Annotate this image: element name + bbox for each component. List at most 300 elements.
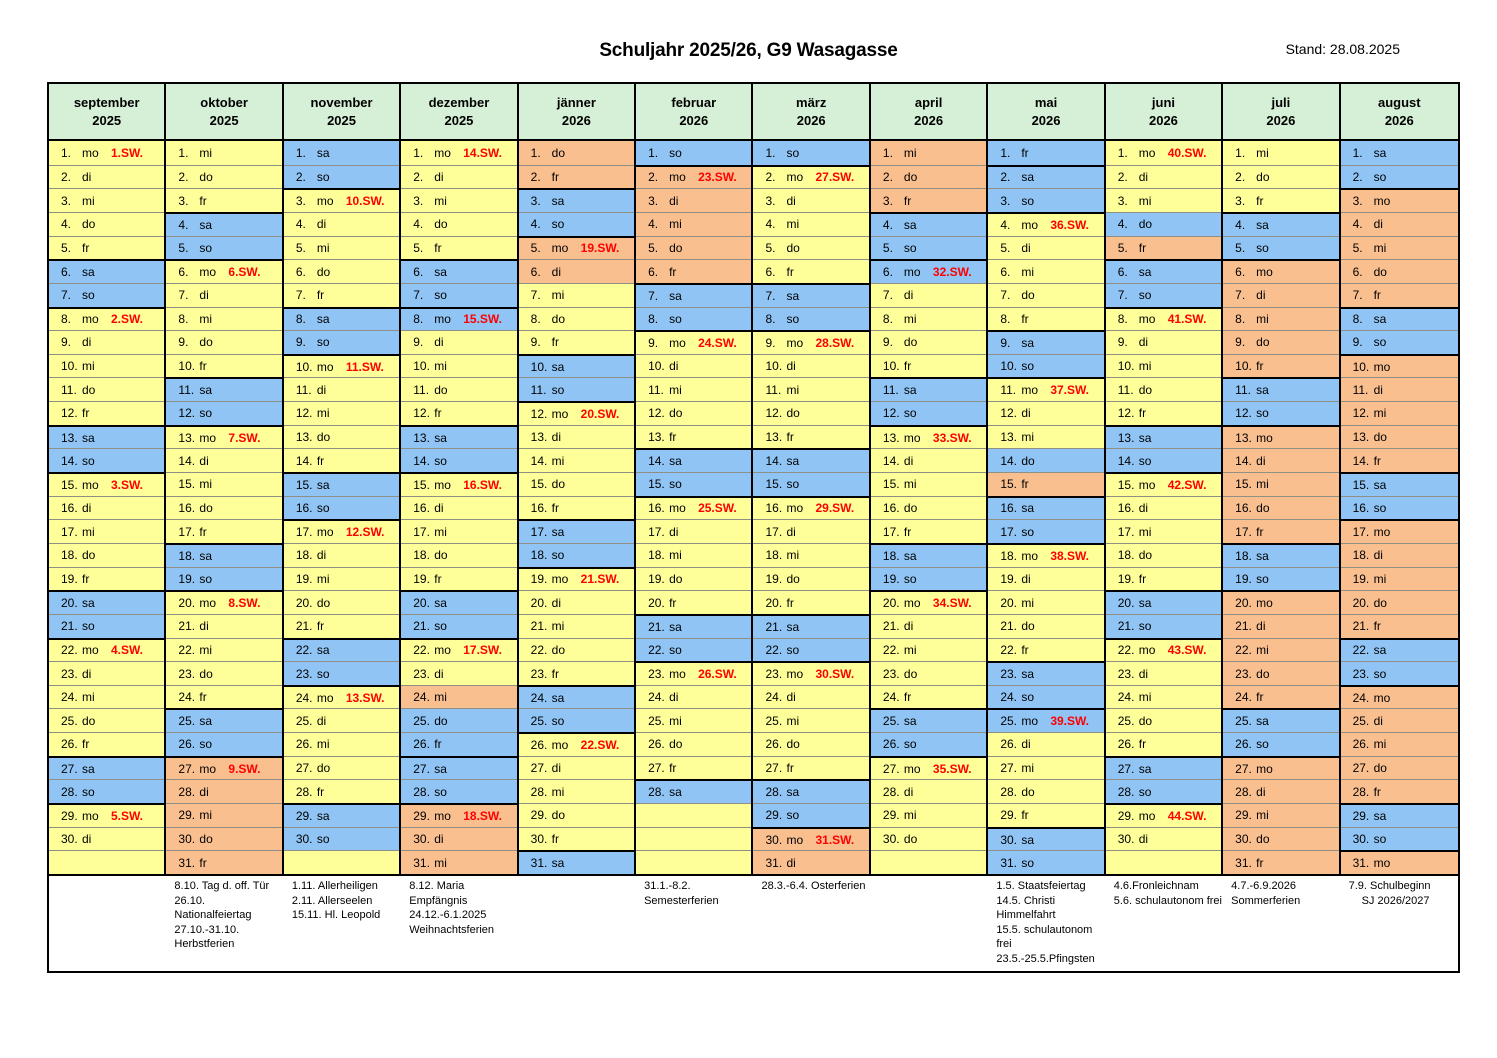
day-cell: [401, 259, 516, 283]
day-number: 27.: [530, 761, 548, 776]
footnote: [636, 879, 754, 908]
day-number: 11.: [1117, 382, 1134, 397]
day-number: 30.: [1117, 832, 1135, 847]
day-cell: [519, 803, 634, 827]
empty-day-cell: [284, 850, 399, 874]
day-cell: [1341, 661, 1458, 685]
day-number: 12.: [648, 406, 665, 421]
footnote-line: 23.5.-25.5.Pfingsten: [996, 952, 1095, 965]
weekday-label: di: [1138, 666, 1149, 681]
weekday-label: mo: [786, 170, 804, 185]
day-cell: [401, 425, 516, 449]
day-cell: [1223, 330, 1338, 354]
day-number: 18.: [295, 548, 313, 563]
day-cell: [636, 448, 751, 472]
day-number: 25.: [178, 714, 196, 729]
weekday-label: mi: [551, 288, 565, 303]
weekday-label: di: [1373, 548, 1383, 563]
day-cell: [519, 448, 634, 472]
day-cell: [401, 165, 516, 189]
month-name: september: [73, 94, 140, 110]
weekday-label: so: [82, 619, 95, 634]
school-week-label: 20.SW.: [580, 406, 620, 421]
day-cell: [519, 283, 634, 307]
month-column-juli: [1223, 84, 1340, 874]
day-number: 30.: [295, 832, 313, 847]
day-number: 22.: [1000, 642, 1018, 657]
day-number: 12.: [413, 406, 430, 421]
school-week-label: 10.SW.: [345, 194, 385, 209]
day-cell: [166, 307, 281, 331]
weekday-label: do: [551, 311, 566, 326]
weekday-label: mi: [786, 382, 800, 397]
month-year: 2025: [92, 112, 122, 128]
weekday-label: sa: [199, 548, 213, 563]
day-cell: [1223, 401, 1338, 425]
day-cell: [1223, 850, 1338, 874]
weekday-label: mo: [1021, 217, 1038, 232]
weekday-label: so: [669, 642, 682, 657]
day-number: 27.: [178, 761, 196, 776]
weekday-label: do: [903, 169, 918, 184]
weekday-label: sa: [82, 596, 95, 611]
day-number: 24.: [413, 690, 430, 705]
weekday-label: mo: [669, 335, 686, 350]
day-number: 14.: [530, 453, 548, 468]
day-cell: [1341, 448, 1458, 472]
day-cell: [636, 779, 751, 803]
day-number: 5.: [1000, 240, 1011, 255]
day-number: 12.: [1235, 406, 1252, 421]
day-number: 22.: [1117, 643, 1135, 658]
day-cell: [284, 307, 399, 331]
day-number: 19.: [882, 571, 900, 586]
day-number: 27.: [882, 761, 900, 776]
day-cell: [1106, 259, 1221, 283]
weekday-label: mi: [199, 477, 213, 492]
day-number: 24.: [765, 690, 783, 705]
day-cell: [871, 779, 986, 803]
weekday-label: so: [199, 737, 213, 752]
day-number: 28.: [1000, 784, 1018, 799]
day-number: 28.: [295, 784, 313, 799]
weekday-label: di: [1021, 240, 1031, 255]
weekday-label: mi: [1256, 477, 1269, 492]
day-number: 21.: [1000, 619, 1018, 634]
day-cell: [871, 448, 986, 472]
day-number: 13.: [178, 430, 196, 445]
day-number: 17.: [882, 524, 900, 539]
weekday-label: mi: [1021, 595, 1034, 610]
day-number: 28.: [648, 785, 665, 800]
day-number: 1.: [530, 145, 541, 160]
day-cell: [753, 425, 868, 449]
weekday-label: sa: [1373, 643, 1387, 658]
day-cell: [1106, 803, 1221, 827]
day-cell: [753, 472, 868, 496]
school-week-label: 5.SW.: [111, 808, 144, 823]
day-cell: [871, 567, 986, 591]
day-number: 31.: [413, 855, 430, 870]
day-number: 26.: [1000, 737, 1018, 752]
day-number: 8.: [295, 312, 306, 327]
weekday-label: mo: [551, 241, 569, 256]
weekday-label: so: [434, 453, 447, 468]
day-cell: [519, 496, 634, 520]
day-number: 20.: [61, 596, 78, 611]
day-cell: [1223, 661, 1338, 685]
weekday-label: so: [551, 382, 565, 397]
day-cell: [1223, 236, 1338, 260]
weekday-label: sa: [1373, 477, 1387, 492]
day-cell: [49, 708, 164, 732]
day-cell: [284, 401, 399, 425]
day-number: 16.: [1352, 500, 1370, 515]
day-number: 31.: [530, 856, 548, 871]
weekday-label: fr: [1021, 477, 1029, 492]
day-cell: [49, 448, 164, 472]
weekday-label: do: [199, 666, 213, 681]
weekday-label: sa: [903, 548, 917, 563]
day-number: 2.: [648, 170, 659, 185]
school-week-label: 29.SW.: [815, 501, 855, 516]
day-cell: [519, 354, 634, 378]
day-cell: [753, 685, 868, 709]
day-number: 13.: [765, 430, 783, 445]
weekday-label: fr: [82, 406, 90, 421]
day-number: 17.: [413, 524, 430, 539]
day-cell: [988, 236, 1103, 260]
day-number: 13.: [61, 430, 78, 445]
day-number: 19.: [413, 571, 430, 586]
day-number: 5.: [178, 240, 189, 255]
empty-day-cell: [49, 850, 164, 874]
day-number: 15.: [765, 477, 783, 492]
weekday-label: mo: [1256, 430, 1273, 445]
day-number: 16.: [1235, 500, 1252, 515]
day-cell: [401, 401, 516, 425]
day-number: 29.: [61, 808, 78, 823]
weekday-label: do: [1373, 430, 1387, 445]
weekday-label: so: [669, 145, 682, 160]
day-cell: [988, 188, 1103, 212]
day-number: 14.: [295, 453, 313, 468]
day-number: 30.: [1000, 832, 1018, 847]
day-cell: [284, 283, 399, 307]
day-cell: [988, 638, 1103, 662]
day-cell: [166, 496, 281, 520]
day-number: 27.: [648, 761, 665, 776]
day-cell: [1341, 638, 1458, 662]
weekday-label: di: [1256, 453, 1266, 468]
day-number: 29.: [765, 808, 783, 823]
day-cell: [401, 236, 516, 260]
weekday-label: do: [1256, 500, 1270, 515]
day-number: 25.: [1235, 714, 1252, 729]
weekday-label: fr: [199, 193, 207, 208]
weekday-label: fr: [1373, 784, 1381, 799]
day-number: 26.: [61, 737, 78, 752]
day-number: 8.: [1235, 311, 1246, 326]
day-number: 5.: [1352, 240, 1363, 255]
day-cell: [1341, 330, 1458, 354]
day-number: 12.: [61, 406, 78, 421]
weekday-label: di: [1021, 406, 1031, 421]
day-cell: [753, 354, 868, 378]
weekday-label: so: [669, 311, 682, 326]
weekday-label: do: [82, 382, 96, 397]
day-number: 26.: [765, 737, 783, 752]
day-cell: [988, 472, 1103, 496]
day-number: 3.: [648, 193, 659, 208]
day-cell: [49, 283, 164, 307]
weekday-label: mi: [669, 217, 682, 232]
day-cell: [1106, 638, 1221, 662]
day-number: 22.: [882, 642, 900, 657]
day-cell: [49, 567, 164, 591]
weekday-label: fr: [551, 169, 559, 184]
weekday-label: so: [1138, 619, 1152, 634]
month-name: dezember: [428, 94, 490, 110]
month-year: 2026: [1266, 112, 1296, 128]
day-number: 14.: [1117, 453, 1135, 468]
day-cell: [401, 803, 516, 827]
weekday-label: di: [1021, 571, 1031, 586]
day-cell: [49, 638, 164, 662]
day-number: 5.: [530, 241, 541, 256]
day-cell: [49, 259, 164, 283]
day-cell: [871, 756, 986, 780]
weekday-label: mo: [82, 477, 99, 492]
day-cell: [871, 803, 986, 827]
day-number: 9.: [295, 335, 306, 350]
weekday-label: do: [1256, 832, 1270, 847]
weekday-label: so: [1138, 453, 1152, 468]
day-cell: [1341, 283, 1458, 307]
weekday-label: di: [903, 784, 914, 799]
day-cell: [401, 827, 516, 851]
day-cell: [166, 401, 281, 425]
day-cell: [284, 141, 399, 165]
day-number: 17.: [1000, 524, 1018, 539]
month-header: [519, 84, 634, 141]
weekday-label: sa: [1373, 145, 1387, 160]
weekday-label: mi: [199, 642, 213, 657]
day-cell: [753, 212, 868, 236]
day-number: 25.: [648, 713, 665, 728]
day-cell: [401, 638, 516, 662]
weekday-label: sa: [1138, 430, 1152, 445]
day-cell: [1223, 377, 1338, 401]
weekday-label: sa: [1373, 312, 1387, 327]
empty-day-cell: [636, 827, 751, 851]
day-number: 20.: [413, 596, 430, 611]
day-cell: [753, 827, 868, 851]
school-week-label: 44.SW.: [1167, 808, 1207, 823]
day-number: 22.: [61, 643, 78, 658]
day-number: 8.: [1000, 311, 1011, 326]
weekday-label: do: [786, 571, 800, 586]
weekday-label: mo: [199, 596, 217, 611]
day-number: 8.: [61, 312, 72, 327]
day-cell: [166, 661, 281, 685]
weekday-label: di: [551, 761, 561, 776]
weekday-label: sa: [434, 265, 447, 280]
day-cell: [401, 779, 516, 803]
school-week-label: 8.SW.: [228, 596, 261, 611]
day-number: 14.: [1235, 453, 1252, 468]
weekday-label: mi: [1256, 145, 1269, 160]
day-number: 27.: [765, 761, 783, 776]
day-cell: [401, 708, 516, 732]
day-cell: [1341, 236, 1458, 260]
weekday-label: sa: [1021, 170, 1035, 185]
weekday-label: do: [434, 548, 448, 563]
day-number: 3.: [1235, 193, 1246, 208]
weekday-label: mo: [1138, 808, 1156, 823]
day-number: 14.: [61, 453, 78, 468]
weekday-label: di: [786, 855, 796, 870]
day-number: 24.: [648, 690, 665, 705]
day-cell: [166, 165, 281, 189]
weekday-label: fr: [82, 240, 90, 255]
weekday-label: mi: [82, 359, 95, 374]
day-number: 12.: [178, 406, 196, 421]
weekday-label: do: [199, 500, 213, 515]
footnote-line: Sommerferien: [1231, 894, 1301, 907]
weekday-label: so: [82, 288, 95, 303]
day-number: 13.: [1235, 430, 1252, 445]
day-number: 28.: [1117, 784, 1135, 799]
day-cell: [988, 448, 1103, 472]
weekday-label: sa: [786, 785, 800, 800]
day-number: 1.: [1000, 145, 1011, 160]
weekday-label: di: [551, 430, 561, 445]
weekday-label: mi: [434, 193, 447, 208]
weekday-label: mi: [82, 524, 95, 539]
weekday-label: so: [786, 145, 800, 160]
school-week-label: 11.SW.: [345, 359, 384, 374]
weekday-label: so: [1373, 666, 1387, 681]
weekday-label: di: [199, 619, 209, 634]
day-number: 10.: [1352, 359, 1370, 374]
day-number: 25.: [530, 713, 548, 728]
weekday-label: sa: [551, 525, 565, 540]
weekday-label: fr: [551, 500, 559, 515]
day-cell: [284, 685, 399, 709]
weekday-label: mi: [669, 713, 682, 728]
weekday-label: sa: [434, 430, 447, 445]
day-number: 2.: [413, 169, 424, 184]
weekday-label: di: [316, 217, 327, 232]
weekday-label: so: [316, 666, 330, 681]
day-cell: [636, 425, 751, 449]
day-number: 16.: [882, 500, 900, 515]
weekday-label: sa: [316, 808, 330, 823]
day-cell: [753, 590, 868, 614]
month-name: juli: [1271, 94, 1291, 110]
day-cell: [166, 472, 281, 496]
weekday-label: do: [434, 382, 448, 397]
footnote: [401, 879, 519, 937]
weekday-label: sa: [669, 288, 682, 303]
day-cell: [1106, 779, 1221, 803]
weekday-label: mo: [1138, 477, 1156, 492]
day-number: 17.: [648, 524, 665, 539]
day-cell: [871, 141, 986, 165]
day-cell: [1341, 614, 1458, 638]
day-number: 20.: [295, 595, 313, 610]
weekday-label: fr: [82, 571, 90, 586]
day-number: 24.: [1235, 690, 1252, 705]
day-cell: [988, 330, 1103, 354]
day-cell: [753, 708, 868, 732]
day-cell: [871, 425, 986, 449]
day-cell: [1341, 827, 1458, 851]
month-column-mai: [988, 84, 1105, 874]
weekday-label: fr: [669, 430, 677, 445]
day-cell: [1106, 614, 1221, 638]
day-cell: [1341, 779, 1458, 803]
day-number: 12.: [1117, 406, 1135, 421]
day-cell: [401, 448, 516, 472]
page-title: Schuljahr 2025/26, G9 Wasagasse: [599, 40, 898, 61]
month-name: april: [914, 94, 943, 110]
day-number: 2.: [178, 169, 189, 184]
day-cell: [166, 448, 281, 472]
day-number: 20.: [530, 595, 548, 610]
day-number: 17.: [61, 524, 78, 539]
day-cell: [1341, 519, 1458, 543]
weekday-label: mi: [903, 642, 917, 657]
weekday-label: fr: [903, 193, 912, 208]
day-cell: [1223, 590, 1338, 614]
day-number: 16.: [295, 500, 313, 515]
day-cell: [519, 543, 634, 567]
day-number: 19.: [178, 571, 196, 586]
day-number: 20.: [882, 596, 900, 611]
footnote-line: 26.10. Nationalfeiertag: [174, 894, 252, 921]
day-cell: [284, 165, 399, 189]
day-number: 11.: [61, 382, 77, 397]
day-cell: [753, 661, 868, 685]
day-cell: [753, 756, 868, 780]
day-number: 21.: [530, 619, 548, 634]
day-cell: [284, 708, 399, 732]
day-number: 26.: [530, 737, 548, 752]
weekday-label: do: [199, 832, 213, 847]
day-cell: [1106, 685, 1221, 709]
weekday-label: sa: [1021, 667, 1035, 681]
weekday-label: mi: [786, 217, 800, 232]
day-cell: [49, 307, 164, 331]
day-number: 20.: [178, 596, 196, 611]
day-cell: [49, 496, 164, 520]
weekday-label: di: [82, 335, 92, 350]
footnote-line: 8.10. Tag d. off. Tür: [174, 880, 270, 892]
day-number: 22.: [530, 642, 548, 657]
day-cell: [401, 614, 516, 638]
weekday-label: fr: [316, 453, 325, 468]
day-number: 8.: [648, 311, 659, 326]
month-column-juni: [1106, 84, 1223, 874]
weekday-label: di: [1256, 619, 1266, 634]
weekday-label: mo: [551, 737, 569, 752]
month-year: 2026: [561, 112, 591, 128]
weekday-label: di: [434, 169, 444, 184]
day-number: 3.: [882, 193, 893, 208]
day-cell: [753, 448, 868, 472]
